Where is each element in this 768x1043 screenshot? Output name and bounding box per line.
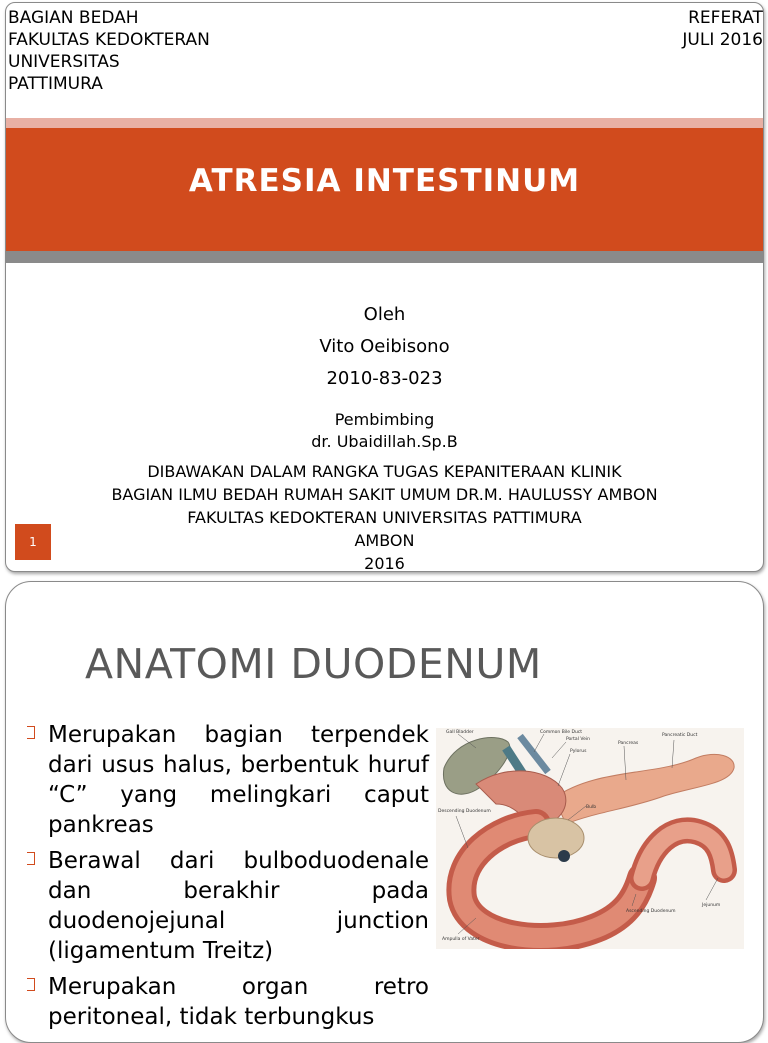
figure-label: Pancreas <box>618 741 639 746</box>
header-line: REFERAT <box>688 8 763 28</box>
accent-band-top <box>6 118 763 128</box>
header-line: JULI 2016 <box>682 30 763 50</box>
info-line: 2016 <box>364 554 405 572</box>
list-item <box>26 846 429 966</box>
list-item <box>26 720 429 840</box>
info-line: BAGIAN ILMU BEDAH RUMAH SAKIT UMUM DR.M. HAULUSSY AMBON <box>111 485 658 504</box>
header-line: FAKULTAS KEDOKTERAN <box>8 30 210 50</box>
page-number-badge <box>15 524 51 560</box>
bullet-text: Merupakan organ retro peritoneal, tidak terbungkus <box>48 974 429 1030</box>
figure-label: Portal Vein <box>566 737 590 742</box>
bullet-list <box>26 720 429 1038</box>
content-slide <box>5 581 764 1043</box>
figure-label: Pancreatic Duct <box>662 733 698 738</box>
bullet-text: Berawal dari bulboduodenale dan berakhir pada duodenojejunal junction (ligamentum Treitz) <box>48 848 429 964</box>
bullet-icon <box>27 852 35 865</box>
header-line: BAGIAN BEDAH <box>8 8 139 28</box>
figure-label: Gall Bladder <box>446 730 474 735</box>
header-doc-type <box>682 7 763 51</box>
supervisor-block <box>6 409 763 453</box>
info-line: DIBAWAKAN DALAM RANGKA TUGAS KEPANITERAAN KLINIK <box>147 462 622 481</box>
title-band <box>6 128 763 251</box>
author-line: Oleh <box>363 304 406 325</box>
list-item <box>26 972 429 1032</box>
accent-band-bottom <box>6 251 763 263</box>
author-name: Vito Oeibisono <box>319 336 450 357</box>
header-line: PATTIMURA <box>8 74 103 94</box>
bullet-text: Merupakan bagian terpendek dari usus halus, berbentuk huruf “C” yang melingkari caput pankreas <box>48 722 429 838</box>
author-block <box>6 299 763 395</box>
header-line: UNIVERSITAS <box>8 52 120 72</box>
info-line: AMBON <box>354 531 415 550</box>
header-institution <box>8 7 210 95</box>
bullet-icon <box>27 726 35 739</box>
institution-info <box>6 460 763 572</box>
figure-label: Jejunum <box>702 903 721 908</box>
figure-label: Pylorus <box>570 749 587 754</box>
slide-title: ATRESIA INTESTINUM <box>188 162 581 199</box>
page-number: 1 <box>29 535 37 549</box>
student-id: 2010-83-023 <box>326 368 443 389</box>
info-line: FAKULTAS KEDOKTERAN UNIVERSITAS PATTIMURA <box>187 508 582 527</box>
slide-heading: ANATOMI DUODENUM <box>85 640 542 688</box>
supervisor-name: dr. Ubaidillah.Sp.B <box>311 432 458 451</box>
supervisor-label: Pembimbing <box>334 410 435 429</box>
duodenum-anatomy-image <box>436 728 744 949</box>
figure-label: Descending Duodenum <box>438 809 491 814</box>
figure-label: Bulb <box>586 805 597 810</box>
figure-label: Ampulla of Vater <box>442 937 480 942</box>
bullet-icon <box>27 978 35 991</box>
figure-label: Common Bile Duct <box>540 730 583 735</box>
figure-label: Ascending Duodenum <box>626 909 676 914</box>
title-slide <box>5 2 764 572</box>
